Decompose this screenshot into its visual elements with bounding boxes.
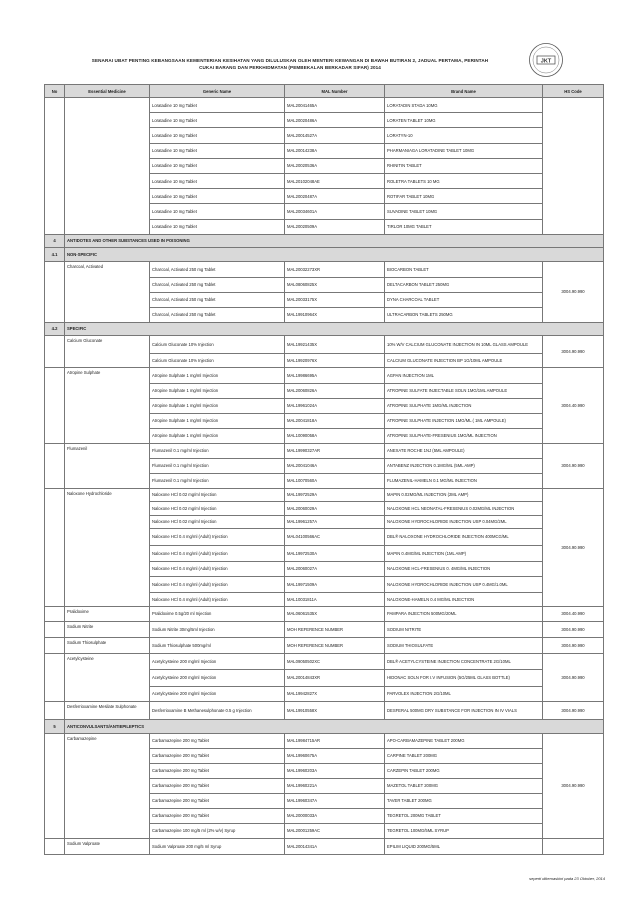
brand-name-cell: ATROPINE SULFATE INJECTABLE SOLN 1MG/1ML AMPOULE	[385, 383, 543, 398]
mal-number-cell: MOH REFERENCE NUMBER	[285, 621, 385, 637]
brand-name-cell: CALCIUM GLUCONATE INJECTION BP 1G/10ML AMPOULE	[385, 353, 543, 367]
mal-number-cell: MAL10070560A	[285, 473, 385, 488]
essential-medicine-cell: Acetylcysteine	[65, 653, 150, 701]
generic-name-cell: Flumazenil 0.1 mg/ml Injection	[150, 458, 285, 473]
hs-code-cell	[543, 838, 604, 854]
generic-name-cell: Loratadine 10 mg Tablet	[150, 173, 285, 188]
brand-name-cell: SODIUM NITRITE	[385, 621, 543, 637]
header-hs-code: HS Code	[543, 85, 604, 98]
mal-number-cell: MAL19972530A	[285, 545, 385, 561]
generic-name-cell: Sodium Valproate 200 mg/5 ml Syrup	[150, 838, 285, 854]
header-brand-name: Brand Name	[385, 85, 543, 98]
header-row	[45, 85, 604, 98]
mal-number-cell: MAL08060825X	[285, 277, 385, 292]
section-number: 5	[45, 719, 65, 733]
mal-number-cell: MAL20102048AE	[285, 173, 385, 188]
generic-name-cell: Naloxone HCl 0.4 mg/ml (Adult) Injection	[150, 576, 285, 592]
section-row	[45, 247, 604, 261]
mal-number-cell: MAL10090058A	[285, 428, 385, 443]
generic-name-cell: Naloxone HCl 0.4 mg/ml (Adult) Injection	[150, 528, 285, 545]
mal-number-cell: MAL19960221A	[285, 778, 385, 793]
brand-name-cell: TIRLOR 10MG TABLET	[385, 219, 543, 234]
mal-number-cell: MAL20041046A	[285, 458, 385, 473]
generic-name-cell: Carbamazepine 200 mg Tablet	[150, 793, 285, 808]
essential-medicine-cell: Pralidoxime	[65, 606, 150, 621]
brand-name-cell: ROTIFAR TABLET 10MG	[385, 189, 543, 204]
essential-medicine-cell: Calcium Gluconate	[65, 335, 150, 367]
brand-name-cell: SODIUM THIOSULFATE	[385, 637, 543, 653]
title-line-1: SENARAI UBAT PENTING KEBANGSAAN KEMENTERIAN KESIHATAN YANG DILULUSKAN OLEH MENTERI KEWANGAN DI BAWAH BUTIRAN 2, JADUAL PERTAMA, PERINTAH	[91, 58, 489, 63]
generic-name-cell: Flumazenil 0.1 mg/ml Injection	[150, 443, 285, 458]
table-row	[45, 606, 604, 621]
mal-number-cell: MAL19961257A	[285, 515, 385, 528]
brand-name-cell: NALOXONE-HAMELN 0.4 MG/ML INJECTION	[385, 592, 543, 606]
hs-code-cell: 3004.90.990	[543, 261, 604, 322]
title-line-2: CUKAI BARANG DAN PERKHIDMATAN (PEMBEKALAN BERKADAR SIFAR) 2014	[199, 65, 381, 70]
mal-number-cell: MAL20014238A	[285, 143, 385, 158]
document-title	[70, 57, 510, 71]
brand-name-cell: ULTRACARBON TABLETS 250MG	[385, 307, 543, 322]
brand-name-cell: HIDONAC SOLN FOR I.V INFUSION (5G/25ML GLASS BOTTLE)	[385, 669, 543, 686]
mal-number-cell: MAL10031811A	[285, 592, 385, 606]
brand-name-cell: ANEXATE ROCHE 1NJ (5ML AMPOULE)	[385, 443, 543, 458]
generic-name-cell: Calcium Gluconate 10% Injection	[150, 335, 285, 353]
essential-medicine-cell: Sodium Valproate	[65, 838, 150, 854]
generic-name-cell: Loratadine 10 mg Tablet	[150, 98, 285, 113]
mal-number-cell: MAL19942827X	[285, 686, 385, 701]
no-cell	[45, 335, 65, 367]
section-row	[45, 234, 604, 247]
generic-name-cell: Carbamazepine 200 mg Tablet	[150, 748, 285, 763]
mal-number-cell: MAL19921435X	[285, 335, 385, 353]
table-row	[45, 621, 604, 637]
brand-name-cell: DELTACARBON TABLET 250MG	[385, 277, 543, 292]
generic-name-cell: Acetylcysteine 200 mg/ml Injection	[150, 686, 285, 701]
essential-medicine-cell: Charcoal, Activated	[65, 261, 150, 322]
no-cell	[45, 606, 65, 621]
no-cell	[45, 488, 65, 606]
generic-name-cell: Naloxone HCl 0.02 mg/ml Injection	[150, 501, 285, 515]
brand-name-cell: EPILIM LIQUID 200MG/5ML	[385, 838, 543, 854]
mal-number-cell: MAL20014341A	[285, 838, 385, 854]
brand-name-cell: ATROPINE SULPHATE INJECTION 1MG/ML ( 1ML AMPOULE)	[385, 413, 543, 428]
table-row	[45, 733, 604, 748]
essential-medicine-cell: Sodium Nitrite	[65, 621, 150, 637]
brand-name-cell: LORATEN TABLET 10MG	[385, 113, 543, 128]
brand-name-cell: TAVER TABLET 200MG	[385, 793, 543, 808]
header-generic-name: Generic Name	[150, 85, 285, 98]
essential-medicine-cell: Sodium Thiosulphate	[65, 637, 150, 653]
generic-name-cell: Carbamazepine 200 mg Tablet	[150, 733, 285, 748]
brand-name-cell: CARPINE TABLET 200MG	[385, 748, 543, 763]
mal-number-cell: MAL09050502XC	[285, 653, 385, 669]
generic-name-cell: Carbamazepine 200 mg Tablet	[150, 808, 285, 823]
mal-number-cell: MAL19971509A	[285, 576, 385, 592]
brand-name-cell: PAMPARA INJECTION 500MG/20ML	[385, 606, 543, 621]
mal-number-cell: MAL20000033A	[285, 808, 385, 823]
brand-name-cell: LORATYN-10	[385, 128, 543, 143]
brand-name-cell: LORATADIN STADA 10MG	[385, 98, 543, 113]
table-row	[45, 701, 604, 719]
brand-name-cell: PARVOLEX INJECTION 2G/10ML	[385, 686, 543, 701]
generic-name-cell: Loratadine 10 mg Tablet	[150, 204, 285, 219]
brand-name-cell: RHINITIN TABLET	[385, 158, 543, 173]
section-number: 4	[45, 234, 65, 247]
hs-code-cell: 3004.90.990	[543, 621, 604, 637]
brand-name-cell: NALOXONE HCL-FRESENIUS 0. 4MG/ML INJECTION	[385, 561, 543, 576]
no-cell	[45, 367, 65, 443]
footer-note: seperti dikemaskini pada 23 Oktober, 2014	[529, 876, 605, 881]
mal-number-cell: MAL20041465A	[285, 98, 385, 113]
generic-name-cell: Carbamazepine 100 mg/5 ml (2% w/v) Syrup	[150, 823, 285, 838]
hs-code-cell: 3004.90.990	[543, 653, 604, 701]
brand-name-cell: NALOXONE HCL NEONATAL-FRESENIUS 0.02MG/ML INJECTION	[385, 501, 543, 515]
generic-name-cell: Charcoal, Activated 250 mg Tablet	[150, 277, 285, 292]
brand-name-cell: AGPAN INJECTION 1ML	[385, 367, 543, 383]
section-label: ANTIDOTES AND OTHER SUBSTANCES USED IN POISONING	[65, 234, 604, 247]
table-row	[45, 261, 604, 277]
no-cell	[45, 443, 65, 488]
generic-name-cell: Naloxone HCl 0.4 mg/ml (Adult) Injection	[150, 592, 285, 606]
brand-name-cell: DBL® NALOXONE HYDROCHLORIDE INJECTION 400MCG/ML	[385, 528, 543, 545]
generic-name-cell: Pralidoxime 0.5g/20 ml Injection	[150, 606, 285, 621]
generic-name-cell: Atropine Sulphate 1 mg/ml Injection	[150, 398, 285, 413]
mal-number-cell: MAL20020487A	[285, 189, 385, 204]
mal-number-cell: MAL20034601A	[285, 204, 385, 219]
section-row	[45, 719, 604, 733]
mal-number-cell: MAL20060029A	[285, 501, 385, 515]
generic-name-cell: Calcium Gluconate 10% Injection	[150, 353, 285, 367]
no-cell	[45, 637, 65, 653]
generic-name-cell: Atropine Sulphate 1 mg/ml Injection	[150, 367, 285, 383]
mal-number-cell: MAL06061535X	[285, 606, 385, 621]
mal-number-cell: MAL20020509A	[285, 219, 385, 234]
mal-number-cell: MAL19910558X	[285, 701, 385, 719]
mal-number-cell: MAL19990327AR	[285, 443, 385, 458]
brand-name-cell: DESFERAL 500MG DRY SUBSTANCE FOR INJECTION IN IV VIALS	[385, 701, 543, 719]
generic-name-cell: Charcoal, Activated 250 mg Tablet	[150, 261, 285, 277]
essential-medicine-cell	[65, 98, 150, 235]
brand-name-cell: ATROPINE SULPHATE-FRESENIUS 1MG/ML INJECTION	[385, 428, 543, 443]
generic-name-cell: Naloxone HCl 0.4 mg/ml (Adult) Injection	[150, 561, 285, 576]
generic-name-cell: Naloxone HCl 0.4 mg/ml (Adult) Injection	[150, 545, 285, 561]
mal-number-cell: MAL19920976X	[285, 353, 385, 367]
generic-name-cell: Atropine Sulphate 1 mg/ml Injection	[150, 428, 285, 443]
hs-code-cell: 3004.90.990	[543, 443, 604, 488]
brand-name-cell: SUVADINE TABLET 10MG	[385, 204, 543, 219]
brand-name-cell: TEGRETOL 200MG TABLET	[385, 808, 543, 823]
mal-number-cell: MAL19960675A	[285, 748, 385, 763]
brand-name-cell: ROLETRA TABLETS 10 MG	[385, 173, 543, 188]
no-cell	[45, 98, 65, 235]
table-row	[45, 335, 604, 353]
brand-name-cell: DBL® ACETYLCYSTEINE INJECTION CONCENTRATE 2G/10ML	[385, 653, 543, 669]
logo-lettering: JKT	[540, 58, 552, 65]
essential-medicine-cell: Atropine Sulphate	[65, 367, 150, 443]
hs-code-cell: 3004.90.990	[543, 701, 604, 719]
generic-name-cell: Charcoal, Activated 250 mg Tablet	[150, 307, 285, 322]
brand-name-cell: TEGRETOL 100MG/5ML SYRUP	[385, 823, 543, 838]
generic-name-cell: Naloxone HCl 0.02 mg/ml Injection	[150, 488, 285, 501]
header-no: No	[45, 85, 65, 98]
brand-name-cell: MAZETOL TABLET 200MG	[385, 778, 543, 793]
mal-number-cell: MAL19972529A	[285, 488, 385, 501]
generic-name-cell: Acetylcysteine 200 mg/ml Injection	[150, 669, 285, 686]
table-row	[45, 443, 604, 458]
hs-code-cell: 3004.90.990	[543, 733, 604, 838]
brand-name-cell: MAPIN 0.4MG/ML INJECTION (1ML AMP)	[385, 545, 543, 561]
table-row	[45, 488, 604, 501]
generic-name-cell: Atropine Sulphate 1 mg/ml Injection	[150, 413, 285, 428]
generic-name-cell: Naloxone HCl 0.02 mg/ml Injection	[150, 515, 285, 528]
medicine-table	[44, 84, 604, 855]
mal-number-cell: MAL20001259AC	[285, 823, 385, 838]
brand-name-cell: ANTABENZ INJECTION 0.1MG/ML (5ML AMP)	[385, 458, 543, 473]
generic-name-cell: Loratadine 10 mg Tablet	[150, 128, 285, 143]
generic-name-cell: Loratadine 10 mg Tablet	[150, 189, 285, 204]
brand-name-cell: FLUMAZENIL-HAMELN 0.1 MG/ML INJECTION	[385, 473, 543, 488]
mal-number-cell: MAL20060826A	[285, 383, 385, 398]
table-row	[45, 653, 604, 669]
brand-name-cell: DYNA CHARCOAL TABLET	[385, 292, 543, 307]
essential-medicine-cell: Carbamazepine	[65, 733, 150, 838]
header-essential-medicine: Essential Medicine	[65, 85, 150, 98]
brand-name-cell: NALOXONE HYDROCHLORIDE INJECTION USP 0.4MG/1.0ML	[385, 576, 543, 592]
section-number: 4.2	[45, 322, 65, 335]
brand-name-cell: CARZEPIN TABLET 200MG	[385, 763, 543, 778]
no-cell	[45, 838, 65, 854]
table-row	[45, 98, 604, 113]
mal-number-cell: MAL20033175X	[285, 292, 385, 307]
header-mal-number: MAL Number	[285, 85, 385, 98]
mal-number-cell: MAL20032273XR	[285, 261, 385, 277]
brand-name-cell: NALOXONE HYDROCHLORIDE INJECTION USP 0.04MG/2ML	[385, 515, 543, 528]
section-number: 4.1	[45, 247, 65, 261]
table-row	[45, 637, 604, 653]
generic-name-cell: Sodium Thiosulphate 500mg/ml	[150, 637, 285, 653]
generic-name-cell: Atropine Sulphate 1 mg/ml Injection	[150, 383, 285, 398]
hs-code-cell: 3004.40.990	[543, 367, 604, 443]
mal-number-cell: MAL19960347A	[285, 793, 385, 808]
mal-number-cell: MAL20014527A	[285, 128, 385, 143]
generic-name-cell: Carbamazepine 200 mg Tablet	[150, 778, 285, 793]
mal-number-cell: MAL19984715AR	[285, 733, 385, 748]
mal-number-cell: MAL20060027A	[285, 561, 385, 576]
section-row	[45, 322, 604, 335]
mal-number-cell: MAL20014843XR	[285, 669, 385, 686]
no-cell	[45, 733, 65, 838]
mal-number-cell: MAL19986695A	[285, 367, 385, 383]
section-label: NON-SPECIFIC	[65, 247, 604, 261]
brand-name-cell: APO-CARBAMAZEPINE TABLET 200MG	[385, 733, 543, 748]
mal-number-cell: MAL20020536A	[285, 158, 385, 173]
mal-number-cell: MAL19910964X	[285, 307, 385, 322]
generic-name-cell: Sodium Nitrite 30mg/5ml Injection	[150, 621, 285, 637]
mal-number-cell: MAL20020486A	[285, 113, 385, 128]
mal-number-cell: MAL19960203A	[285, 763, 385, 778]
no-cell	[45, 653, 65, 701]
section-label: ANTICONVULSANTS/ANTIEPILEPTICS	[65, 719, 604, 733]
generic-name-cell: Loratadine 10 mg Tablet	[150, 219, 285, 234]
mal-number-cell: MAL20041818A	[285, 413, 385, 428]
generic-name-cell: Loratadine 10 mg Tablet	[150, 143, 285, 158]
generic-name-cell: Desferrioxamine B Methanesulphonate 0.5 g Injection	[150, 701, 285, 719]
hs-code-cell: 3004.90.990	[543, 637, 604, 653]
essential-medicine-cell: Flumazenil	[65, 443, 150, 488]
no-cell	[45, 261, 65, 322]
mal-number-cell: MOH REFERENCE NUMBER	[285, 637, 385, 653]
generic-name-cell: Loratadine 10 mg Tablet	[150, 158, 285, 173]
generic-name-cell: Flumazenil 0.1 mg/ml Injection	[150, 473, 285, 488]
table-row	[45, 367, 604, 383]
mal-number-cell: MAL19961024A	[285, 398, 385, 413]
brand-name-cell: PHARMANIAGA LORATADINE TABLET 10MG	[385, 143, 543, 158]
essential-medicine-cell: Desferrioxamine Mesilate Sulphonate	[65, 701, 150, 719]
generic-name-cell: Charcoal, Activated 250 mg Tablet	[150, 292, 285, 307]
brand-name-cell: 10% W/V CALCIUM GLUCONATE INJECTION IN 10ML GLASS AMPOULE	[385, 335, 543, 353]
hs-code-cell: 3004.90.990	[543, 488, 604, 606]
generic-name-cell: Carbamazepine 200 mg Tablet	[150, 763, 285, 778]
hs-code-cell	[543, 98, 604, 235]
essential-medicine-cell: Naloxone Hydrochloride	[65, 488, 150, 606]
hs-code-cell: 3004.90.990	[543, 335, 604, 367]
section-label: SPECIFIC	[65, 322, 604, 335]
ministry-logo	[528, 42, 564, 78]
generic-name-cell: Loratadine 10 mg Tablet	[150, 113, 285, 128]
brand-name-cell: BIOCARBON TABLET	[385, 261, 543, 277]
mal-number-cell: MAL04100566AC	[285, 528, 385, 545]
generic-name-cell: Acetylcysteine 200 mg/ml Injection	[150, 653, 285, 669]
no-cell	[45, 701, 65, 719]
no-cell	[45, 621, 65, 637]
hs-code-cell: 3004.40.990	[543, 606, 604, 621]
brand-name-cell: ATROPINE SULPHATE 1MG/ML INJECTION	[385, 398, 543, 413]
brand-name-cell: MAPIN 0.02MG/ML INJECTION (2ML AMP)	[385, 488, 543, 501]
table-row	[45, 838, 604, 854]
